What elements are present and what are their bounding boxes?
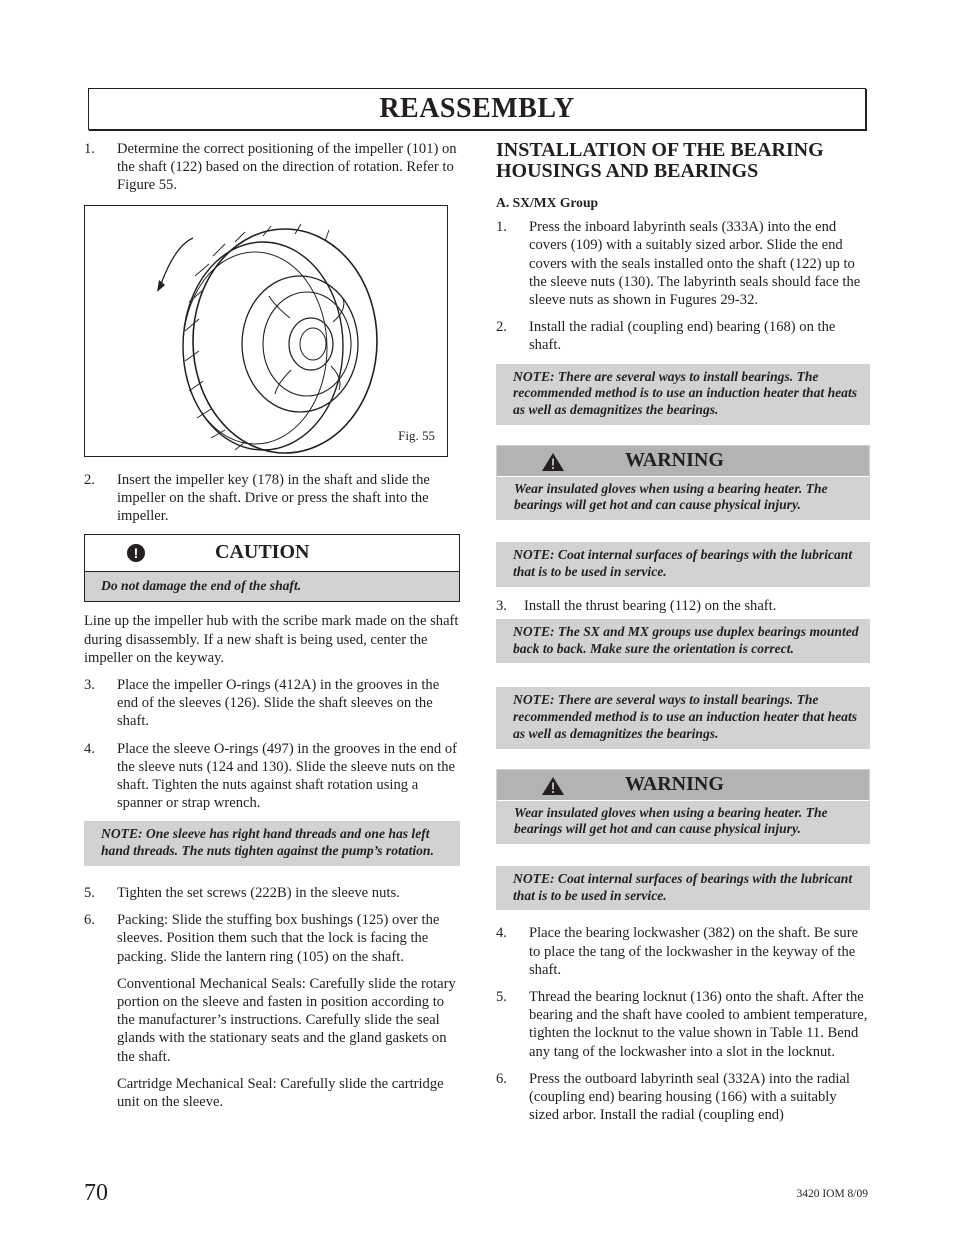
- step-number: 4.: [496, 925, 507, 942]
- warning-text: Wear insulated gloves when using a bearing heater. The bearings will get hot and can cause physical injury.: [497, 801, 869, 843]
- step-number: 1.: [84, 141, 95, 157]
- step-text: Thread the bearing locknut (136) onto the shaft. After the bearing and the shaft have cooled to ambient temperature, tighten the locknut to the value shown in Table 11. Bend any tang of the lockwasher into a slot in the locknut.: [529, 989, 868, 1060]
- section-heading: INSTALLATION OF THE BEARING HOUSINGS AND BEARINGS: [496, 139, 824, 182]
- page-number: 70: [84, 1180, 108, 1206]
- step-text: Insert the impeller key (178) in the shaft and slide the impeller on the shaft. Drive or press the shaft into the impeller.: [117, 471, 430, 525]
- step-text: Press the outboard labyrinth seal (332A) into the radial (coupling end) bearing housing (166) with a suitably sized arbor. Install the radial (coupling end): [529, 1070, 850, 1124]
- note-install-bearings: NOTE: There are several ways to install bearings. The recommended method is to use an induction heater that heats as well as demagnitizes the bearings.: [496, 364, 870, 425]
- step-6: [84, 911, 460, 966]
- paragraph-cartridge-seal: Cartridge Mechanical Seal: Carefully slide the cartridge unit on the sleeve.: [117, 1075, 444, 1111]
- caution-header: [85, 535, 459, 571]
- step-6: [496, 1070, 870, 1125]
- step-number: 5.: [84, 885, 95, 902]
- document-id: 3420 IOM 8/09: [796, 1188, 868, 1200]
- step-5: [496, 988, 870, 1061]
- note-coat-bearings-2: NOTE: Coat internal surfaces of bearings with the lubricant that is to be used in service.: [496, 866, 870, 911]
- step-number: 5.: [496, 989, 507, 1005]
- step-3: [84, 676, 460, 731]
- step-number: 2.: [84, 471, 95, 488]
- subsection-heading: A. SX/MX Group: [496, 195, 599, 210]
- page-title: REASSEMBLY: [379, 93, 575, 124]
- step-2: [84, 471, 460, 526]
- paragraph-conventional-seals: Conventional Mechanical Seals: Carefully slide the rotary portion on the sleeve and fasten in position according to the manufacturer’s instructions. Carefully slide the seal glands with the stationary seats and the gland gaskets on the shaft.: [117, 975, 456, 1065]
- step-number: 2.: [496, 319, 507, 336]
- warning-heading: WARNING: [625, 449, 724, 472]
- step-text: Install the radial (coupling end) bearing (168) on the shaft.: [529, 319, 836, 354]
- step-number: 1.: [496, 219, 507, 236]
- step-text: Packing: Slide the stuffing box bushings (125) over the sleeves. Position them such that the lock is facing the packing. Slide the lantern ring (105) on the shaft.: [117, 912, 440, 965]
- step-number: 4.: [84, 740, 95, 757]
- step-text: Install the thrust bearing (112) on the shaft.: [524, 597, 777, 614]
- exclamation-icon: !: [127, 544, 145, 562]
- step-number: 3.: [84, 677, 95, 694]
- step-number: 6.: [496, 1070, 507, 1087]
- left-column: [84, 140, 460, 1120]
- warning-header: [497, 446, 869, 477]
- step-text: Determine the correct positioning of the impeller (101) on the shaft (122) based on the direction of rotation. Refer to Figure 55.: [117, 141, 457, 194]
- figure-label: Fig. 55: [398, 428, 435, 444]
- caution-box: [84, 534, 460, 602]
- step-number: 3.: [496, 597, 507, 614]
- figure-impeller: [84, 205, 448, 457]
- warning-text: Wear insulated gloves when using a bearing heater. The bearings will get hot and can cause physical injury.: [497, 477, 869, 519]
- step-number: 6.: [84, 912, 95, 929]
- note-threads: NOTE: One sleeve has right hand threads and one has left hand threads. The nuts tighten against the pump’s rotation.: [84, 821, 460, 866]
- note-duplex-bearings: NOTE: The SX and MX groups use duplex bearings mounted back to back. Make sure the orientation is correct.: [496, 619, 870, 664]
- step-1: [496, 218, 870, 309]
- step-3: [496, 597, 870, 615]
- step-4: [84, 740, 460, 813]
- step-5: [84, 884, 460, 902]
- step-text: Press the inboard labyrinth seals (333A) into the end covers (109) with a suitably sized arbor. Slide the end covers with the seals installed onto the shaft (122) up to the sleeve nuts (130). The labyrinth seals should face the sleeve nuts as shown in Fugures 29-32.: [529, 219, 861, 309]
- note-install-bearings-2: NOTE: There are several ways to install bearings. The recommended method is to use an induction heater that heats as well as demagnitizes the bearings.: [496, 687, 870, 748]
- page-title-box: [88, 88, 866, 130]
- paragraph-lineup: Line up the impeller hub with the scribe mark made on the shaft during disassembly. If a new shaft is being used, center the impeller on the keyway.: [84, 613, 459, 666]
- note-coat-bearings: NOTE: Coat internal surfaces of bearings with the lubricant that is to be used in service.: [496, 542, 870, 587]
- caution-heading: CAUTION: [215, 541, 310, 564]
- step-text: Tighten the set screws (222B) in the sleeve nuts.: [117, 885, 400, 902]
- step-text: Place the impeller O-rings (412A) in the grooves in the end of the sleeves (126). Slide the shaft sleeves on the shaft.: [117, 677, 440, 730]
- warning-triangle-icon: [541, 776, 565, 796]
- warning-triangle-icon: [541, 452, 565, 472]
- right-column: [496, 140, 870, 1133]
- step-1: [84, 140, 460, 195]
- warning-box-2: [496, 769, 870, 844]
- step-text: Place the sleeve O-rings (497) in the grooves in the end of the sleeve nuts (124 and 130). Slide the sleeve nuts on the shaft. Tighten the nuts against shaft rotation using a spanner or strap wrench.: [117, 740, 458, 812]
- caution-text: Do not damage the end of the shaft.: [85, 571, 459, 601]
- step-4: [496, 924, 870, 979]
- warning-box: [496, 445, 870, 520]
- step-2: [496, 318, 870, 354]
- impeller-illustration: [85, 206, 447, 456]
- step-text: Place the bearing lockwasher (382) on the shaft. Be sure to place the tang of the lockwasher in the keyway of the shaft.: [529, 925, 859, 978]
- warning-header: [497, 770, 869, 801]
- warning-heading: WARNING: [625, 772, 724, 795]
